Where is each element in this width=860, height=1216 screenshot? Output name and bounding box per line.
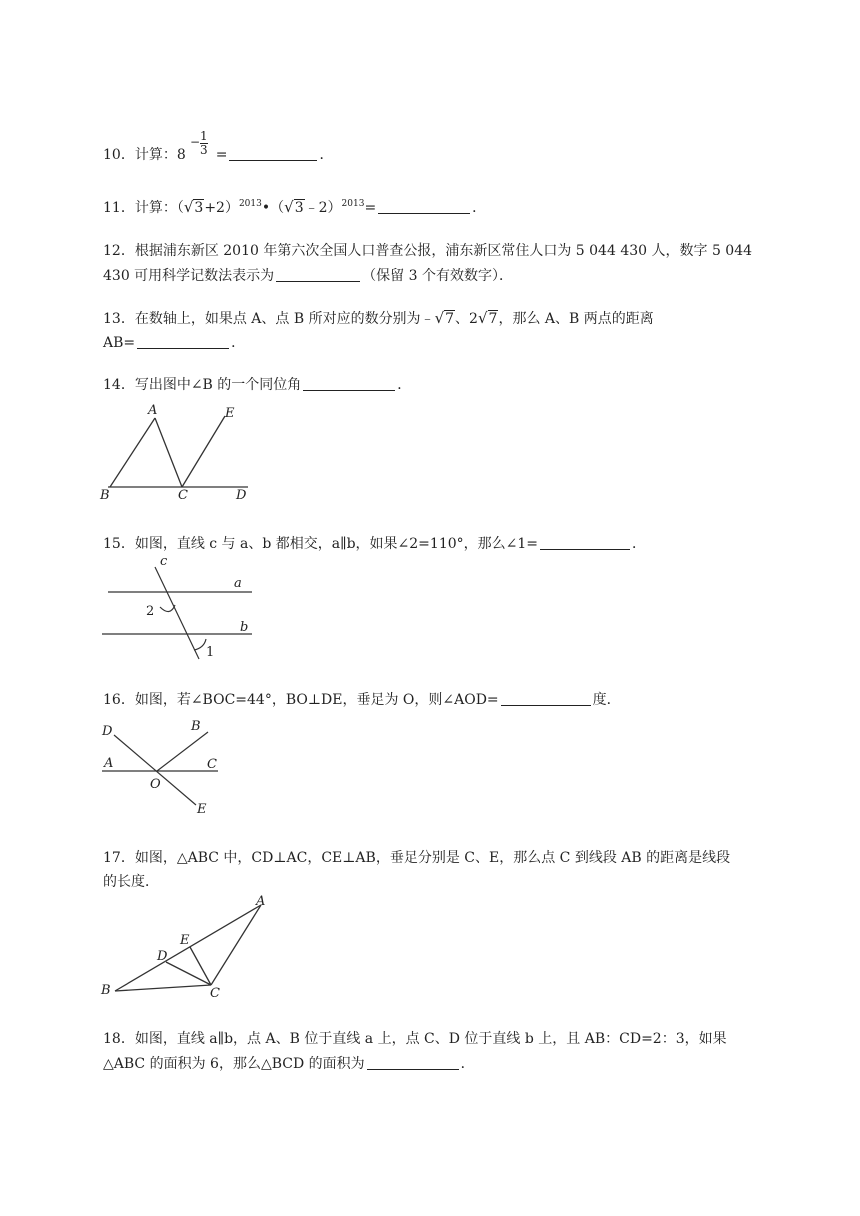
- question-14: 14．写出图中∠B 的一个同位角 ．: [103, 377, 412, 393]
- answer-blank: [229, 146, 317, 161]
- answer-blank: [378, 199, 470, 214]
- figure-15: [100, 555, 260, 660]
- figure-14: [100, 400, 260, 503]
- question-10: 10．计算：8 = ．: [103, 147, 334, 163]
- label-E: E: [225, 406, 235, 421]
- answer-blank: [276, 267, 360, 282]
- answer-blank: [540, 535, 630, 550]
- label-B: B: [100, 488, 110, 503]
- answer-blank: [501, 691, 591, 706]
- figure-16: [100, 715, 230, 815]
- label-a: a: [234, 576, 242, 591]
- label-E: E: [197, 802, 207, 817]
- label-B: B: [191, 719, 201, 734]
- answer-blank: [137, 334, 229, 349]
- label-C: C: [210, 986, 220, 1001]
- angle-2-arc: [160, 605, 175, 612]
- question-12: 12．根据浦东新区 2010 年第六次全国人口普查公报，浦东新区常住人口为 5 044 430 人，数字 5 044 430 可用科学记数法表示为 （保留 3 个有效数字）．: [103, 243, 753, 284]
- label-b: b: [240, 620, 249, 635]
- label-c: c: [160, 554, 168, 569]
- question-15: 15．如图，直线 c 与 a、b 都相交，a∥b，如果∠2=110°，那么∠1= ．: [103, 536, 646, 552]
- label-O: O: [150, 777, 161, 792]
- label-A: A: [148, 403, 158, 418]
- label-A: A: [256, 894, 266, 909]
- figure-17: [100, 893, 275, 1003]
- label-B: B: [101, 983, 111, 998]
- segment-CA: [211, 905, 261, 985]
- segment-BA: [115, 905, 261, 991]
- segment-CE: [182, 416, 225, 487]
- label-D: D: [102, 724, 113, 739]
- line-DE: [114, 735, 196, 805]
- question-11: 11．计算：$(√3+2)^{2013}•(√3﹣2)^{2013}=$ ．: [103, 193, 486, 219]
- segment-BA: [110, 418, 155, 487]
- sqrt-symbol: √3: [183, 198, 204, 216]
- ray-OB: [157, 732, 208, 771]
- angle-1-label: 1: [206, 645, 215, 660]
- question-18: 18．如图，直线 a∥b，点 A、B 位于直线 a 上，点 C、D 位于直线 b 上，且 AB：CD=2：3，如果 △ABC 的面积为 6，那么△BCD 的面积为 ．: [103, 1031, 727, 1072]
- label-C: C: [207, 757, 217, 772]
- q10-exponent: − 1 3: [190, 129, 208, 157]
- segment-AC: [155, 418, 182, 487]
- label-D: D: [157, 949, 168, 964]
- question-17: 17．如图，△ABC 中，CD⊥AC，CE⊥AB，垂足分别是 C、E，那么点 C 到线段 AB 的距离是线段 的长度．: [103, 850, 731, 890]
- angle-1-arc: [194, 639, 206, 650]
- q10-text: 10．计算：8: [103, 147, 186, 163]
- answer-blank: [303, 376, 395, 391]
- label-E: E: [180, 933, 190, 948]
- question-16: 16．如图，若∠BOC=44°，BO⊥DE，垂足为 O，则∠AOD= 度．: [103, 692, 621, 708]
- sqrt-symbol: √3: [284, 198, 304, 216]
- angle-2-label: 2: [146, 604, 155, 619]
- label-A: A: [104, 756, 114, 771]
- sqrt-symbol: √7: [477, 309, 498, 327]
- line-c: [155, 567, 199, 659]
- answer-blank: [367, 1055, 459, 1070]
- question-13: 13．在数轴上，如果点 A、点 B 所对应的数分别为﹣√7、2√7，那么 A、B 两点的距离 AB= ．: [103, 309, 654, 351]
- segment-BC: [115, 985, 211, 991]
- label-C: C: [178, 488, 188, 503]
- label-D: D: [236, 488, 247, 503]
- sqrt-symbol: √7: [434, 309, 455, 327]
